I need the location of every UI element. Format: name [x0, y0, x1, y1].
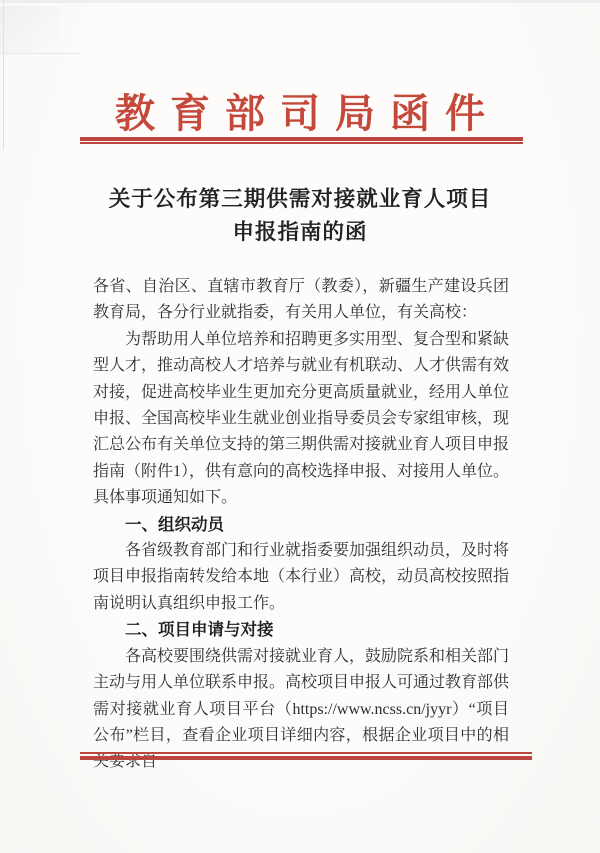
section-1-heading: 一、组织动员	[125, 515, 224, 534]
scan-smudge-artifact	[0, 6, 60, 54]
intro-paragraph: 为帮助用人单位培养和招聘更多实用型、复合型和紧缺型人才，推动高校人才培养与就业有机联动、人才供需有效对接，促进高校毕业生更加充分更高质量就业，经用人单位申报、全国高校毕业生就业创业指导委员会专家组审核，现汇总公布有关单位支持的第三期供需对接就业育人项目申报指南（附件1），供有意向的高校选择申报、对接用人单位。具体事项通知如下。	[93, 330, 510, 507]
document-title	[0, 183, 600, 249]
letterhead-rule	[80, 137, 523, 144]
document-title-line1: 关于公布第三期供需对接就业育人项目	[108, 187, 492, 211]
scan-line-artifact	[0, 53, 80, 54]
letter-body	[93, 274, 509, 776]
letterhead-title: 教育部司局函件	[115, 91, 500, 136]
section-2-paragraph: 各高校要围绕供需对接就业育人，鼓励院系和相关部门主动与用人单位联系申报。高校项目申报人可通过教育部供需对接就业育人项目平台（https://www.ncss.cn/jyyr）“项目公布”栏目，查看企业项目详细内容，根据企业项目中的相关要求自	[93, 647, 510, 771]
document-title-line2: 申报指南的函	[232, 220, 368, 244]
section-1-paragraph: 各省级教育部门和行业就指委要加强组织动员，及时将项目申报指南转发给本地（本行业）高校，动员高校按照指南说明认真组织申报工作。	[93, 542, 510, 612]
salutation: 各省、自治区、直辖市教育厅（教委），新疆生产建设兵团教育局，各分行业就指委，有关用人单位，有关高校：	[93, 278, 509, 322]
footer-rule	[80, 752, 532, 760]
scan-edge-artifact-top	[0, 0, 600, 3]
section-2-heading: 二、项目申请与对接	[125, 621, 274, 640]
